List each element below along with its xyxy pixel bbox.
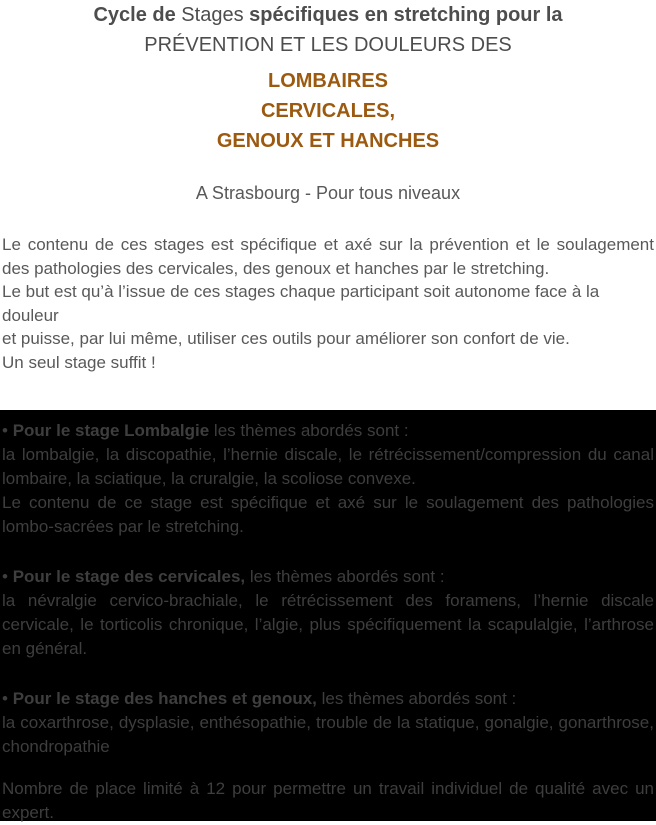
stage-hanches-genoux — [2, 687, 654, 759]
location-subtitle: A Strasbourg - Pour tous niveaux — [195, 183, 461, 203]
accent-line-genoux-hanches: GENOUX ET HANCHES — [216, 130, 440, 152]
stage-lombalgie-heading-bold: Pour le stage Lombalgie — [12, 421, 210, 440]
bullet-marker: • — [2, 689, 13, 708]
title-line-1-bold-suffix: spécifiques en stretching pour la — [243, 4, 563, 26]
capacity-note: Nombre de place limité à 12 pour permettre un travail individuel de qualité avec un expert. — [2, 779, 654, 822]
stage-cervicales-heading-bold: Pour le stage des cervicales, — [12, 567, 246, 586]
stage-hanches-genoux-heading-bold: Pour le stage des hanches et genoux, — [12, 689, 317, 708]
stages-section — [0, 410, 656, 821]
stage-hanches-genoux-body: la coxarthrose, dysplasie, enthésopathie, trouble de la statique, gonalgie, gonarthrose, chondropathie — [2, 713, 654, 756]
bullet-marker: • — [2, 421, 13, 440]
stage-lombalgie-body-1: la lombalgie, la discopathie, l’hernie discale, le rétrécissement/compression du canal lombaire, la sciatique, la cruralgie, la scoliose convexe. — [2, 445, 654, 488]
intro-paragraph-3: et puisse, par lui même, utiliser ces outils pour améliorer son confort de vie. — [2, 329, 570, 348]
stage-cervicales-body: la névralgie cervico-brachiale, le rétrécissement des foramens, l’hernie discale cervicale, le torticolis chronique, l’algie, plus spécifiquement la scapulalgie, l’arthrose en général. — [2, 591, 654, 658]
intro-section — [0, 0, 656, 410]
intro-text — [2, 233, 654, 374]
accent-line-cervicales: CERVICALES, — [260, 100, 396, 122]
stage-hanches-genoux-heading-rest: les thèmes abordés sont : — [316, 689, 517, 708]
stage-cervicales — [2, 565, 654, 661]
title-line-1 — [2, 0, 654, 30]
bullet-marker: • — [2, 567, 13, 586]
title-line-2: PRÉVENTION ET LES DOULEURS DES — [144, 34, 512, 56]
intro-paragraph-2: Le but est qu’à l’issue de ces stages chaque participant soit autonome face à la douleur — [2, 282, 600, 325]
stage-cervicales-heading — [2, 565, 654, 589]
stage-lombalgie-heading — [2, 419, 654, 443]
stage-cervicales-heading-rest: les thèmes abordés sont : — [245, 567, 445, 586]
stage-lombalgie-body-2: Le contenu de ce stage est spécifique et axé sur le soulagement des pathologies lombo-sacrées par le stretching. — [2, 493, 654, 536]
accent-title-lines — [2, 66, 654, 156]
intro-paragraph-1: Le contenu de ces stages est spécifique et axé sur la prévention et le soulagement des pathologies des cervicales, des genoux et hanches par le stretching. — [2, 235, 654, 278]
accent-line-lombaires: LOMBAIRES — [268, 70, 388, 92]
title-line-1-bold-prefix: Cycle de — [93, 4, 182, 26]
stage-lombalgie — [2, 419, 654, 539]
page-title — [2, 0, 654, 60]
stage-hanches-genoux-heading — [2, 687, 654, 711]
title-line-1-regular: Stages — [181, 4, 244, 26]
stage-lombalgie-heading-rest: les thèmes abordés sont : — [209, 421, 409, 440]
intro-paragraph-4: Un seul stage suffit ! — [2, 352, 156, 372]
